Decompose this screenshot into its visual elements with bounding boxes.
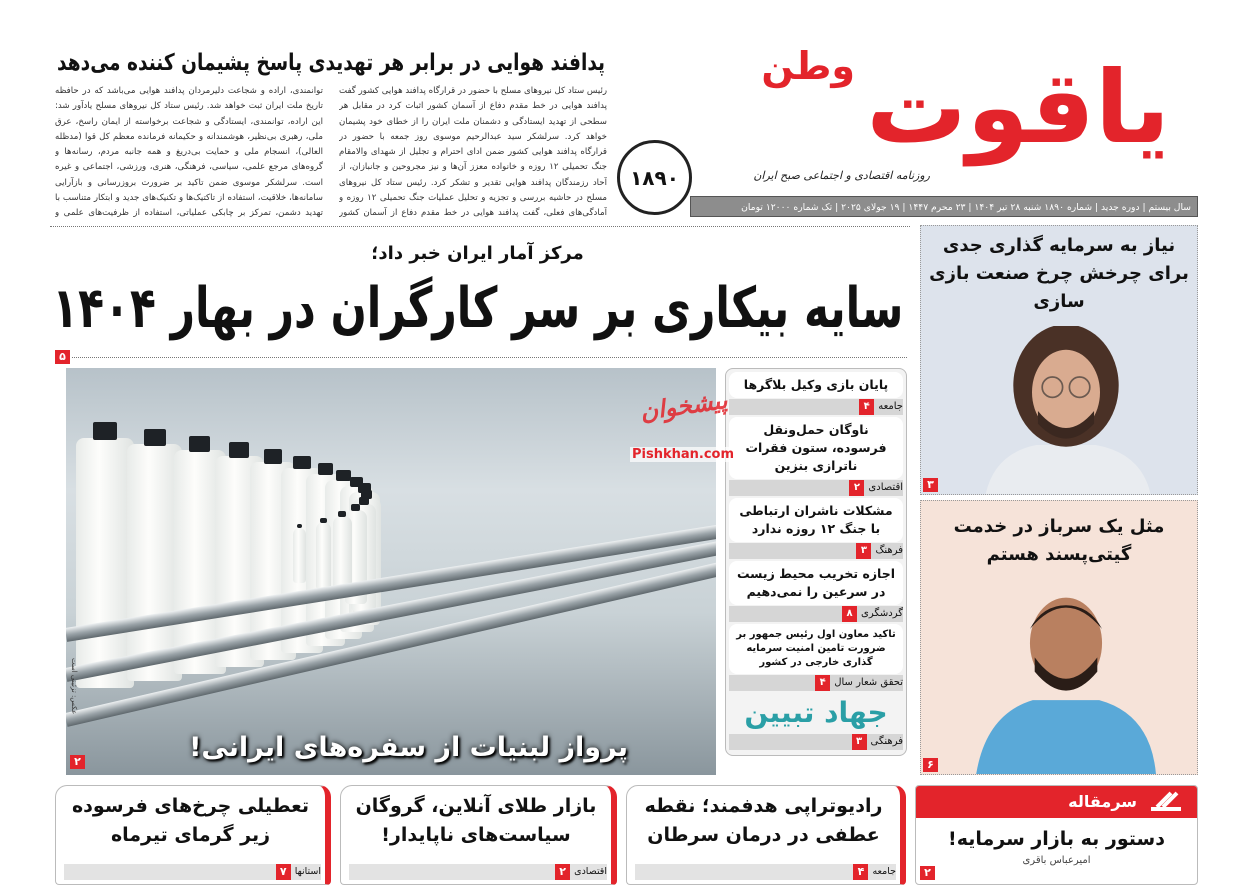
portrait-photo-athlete (971, 591, 1161, 775)
bottle-cap (336, 470, 351, 481)
editorial-header (916, 786, 1197, 818)
milk-bottle (76, 438, 134, 688)
photo-caption[interactable]: پرواز لبنیات از سفره‌های ایرانی! (189, 732, 628, 763)
bottom-story-title: بازار طلای آنلاین، گروگان سیاست‌های ناپایدار! (355, 795, 597, 846)
brief-title: ناوگان حمل‌ونقل فرسوده، ستون فقرات ناترازی بنزین (745, 422, 887, 473)
bottom-story[interactable] (340, 785, 617, 885)
bottle-cap (144, 429, 166, 446)
bottle-cap (338, 511, 346, 517)
editorial-box[interactable] (915, 785, 1198, 885)
bottle-cap (93, 422, 116, 440)
brief-section (729, 543, 903, 559)
page-badge: ۲ (555, 864, 570, 880)
page-badge: ۸ (842, 606, 857, 622)
issue-number-badge: ۱۸۹۰ (617, 140, 692, 215)
page-badge: ۵ (55, 350, 70, 364)
milk-bottle (293, 528, 306, 583)
brief-section (729, 606, 903, 622)
page-badge: ۳ (852, 734, 867, 750)
photo-credit: عکس: تزئینی است (70, 658, 78, 715)
section-label: استانها (294, 866, 321, 877)
brief-section-label: فرهنگ (875, 545, 903, 556)
brief-item[interactable] (729, 498, 903, 542)
page-badge: ۳ (856, 543, 871, 559)
brief-title: مشکلات ناشران ارتباطی با جنگ ۱۲ روزه ندارد (739, 503, 893, 536)
feature-title: نیاز به سرمایه گذاری جدی برای چرخش چرخ صنعت بازی سازی (929, 235, 1189, 312)
brief-title: پایان بازی وکیل بلاگرها (743, 377, 889, 392)
page-badge: ۲ (920, 866, 935, 880)
brief-section (729, 480, 903, 496)
brief-title: تاکید معاون اول رئیس جمهور بر ضرورت تامین امنیت سرمایه گذاری خارجی در کشور (736, 629, 896, 668)
logo-sub-word: وطن (761, 44, 855, 88)
editorial-author: امیرعباس باقری (1022, 855, 1091, 866)
editorial-label: سرمقاله (1068, 792, 1137, 811)
bottle-cap (264, 449, 282, 463)
bottom-story-title: رادیوتراپی هدفمند؛ نقطه عطفی در درمان سرطان (644, 795, 883, 846)
top-article-column-right: رئیس ستاد کل نیروهای مسلح با حضور در قرارگاه پدافند هوایی کشور گفت پدافند هوایی در خط مقدم دفاع از آسمان کشور اثبات کرد در مقابل هر سطحی از تهدید ایستادگی و دشمنان ملت ایران را از خطای خود پشیمان خواهد کرد. سرلشکر سید عبدالرحیم موسوی روز جمعه با حضور در قرارگاه پدافند هوایی کشور ضمن ادای احترام و تجلیل از شهدای والامقام جنگ تحمیلی ۱۲ روزه و خانواده معزز آن‌ها و نیز مجروحین و جانبازان، از آحاد رزمندگان پدافند هوایی تقدیر و تشکر کرد. رئیس ستاد کل نیروهای مسلح در حاشیه بررسی و تجزیه و تحلیل عملیات جنگ تحمیلی ۱۲ روزه و آمادگی‌های فعلی، گفت پدافند هوایی در خط مقدم دفاع از آسمان کشور (339, 86, 607, 219)
bottle-cap (351, 504, 360, 511)
tagline: روزنامه اقتصادی و اجتماعی صبح ایران (753, 169, 930, 182)
brief-section (729, 399, 903, 415)
brief-section-label: فرهنگی (870, 736, 903, 747)
brief-section (729, 675, 903, 691)
brief-item[interactable] (729, 372, 903, 398)
brief-section-label: گردشگری (861, 608, 903, 619)
feature-title: مثل یک سرباز در خدمت گیتی‌پسند هستم (953, 516, 1165, 565)
pen-icon (1147, 791, 1187, 813)
news-briefs-column (725, 368, 907, 756)
brief-section-label: جامعه (878, 401, 903, 412)
top-article (55, 42, 607, 222)
top-article-column-left: توانمندی، اراده و شجاعت دلیرمردان پدافند هوایی می‌باشد که در حافظه تاریخ ملت ایران ثبت خواهد شد. رئیس ستاد کل نیروهای مسلح یادآور شد: این اراده، توانمندی، ایستادگی و شجاعت برخواسته از ایمان راسخ، عرق ملی، رهبری بی‌نظیر، هوشمندانه و حکیمانه فرمانده معظم کل قوا (مدظله العالی)، انسجام ملی و حمایت بی‌دریغ و همه جانبه مردم، رسانه‌ها و گروه‌های مرجع علمی، سیاسی، فرهنگی، هنری، ورزشی، اجتماعی و غیره است. سرلشکر موسوی ضمن تاکید بر ضرورت بروزرسانی و بازآرایی سامانه‌ها، خلاقیت، استفاده از تاکتیک‌ها و تکنیک‌های جدید و ابتکار متناسب با تهدید دشمن، تمرکز بر چابکی عملیاتی، استفاده از ظرفیت‌های علمی و (55, 86, 323, 219)
watermark-url: Pishkhan.com (632, 447, 735, 462)
feature-box-soldier-quote[interactable] (920, 500, 1198, 775)
page-badge: ۴ (853, 864, 868, 880)
page-badge: ۶ (923, 758, 938, 772)
brief-item[interactable] (729, 417, 903, 479)
page-badge: ۷ (276, 864, 291, 880)
lead-headline[interactable] (50, 270, 905, 348)
bottom-story-section (635, 864, 896, 880)
dairy-production-photo[interactable] (66, 368, 716, 775)
divider (50, 226, 910, 227)
brief-title: اجازه تخریب محیط زیست در سرعین را نمی‌دهیم (736, 566, 896, 599)
feature-box-game-industry[interactable] (920, 225, 1198, 495)
divider (72, 357, 907, 358)
fit-wrapper: سایه بیکاری بر سر کارگران در بهار ۱۴۰۴ (52, 276, 903, 341)
brief-item[interactable] (729, 561, 903, 605)
bottle-cap (318, 463, 334, 475)
fit-wrapper: پدافند هوایی در برابر هر تهدیدی پاسخ پشیمان کننده می‌دهد (57, 50, 605, 76)
bottle-cap (189, 436, 210, 452)
issue-info-bar: سال بیستم | دوره جدید | شماره ۱۸۹۰ شنبه ۲۸ تیر ۱۴۰۴ | ۲۳ محرم ۱۴۴۷ | ۱۹ جولای ۲۰۲۵ | تک شماره ۱۲۰۰۰ تومان (690, 196, 1198, 217)
brief-section-label: اقتصادی (868, 482, 903, 493)
lead-kicker: مرکز آمار ایران خبر داد؛ (371, 243, 584, 264)
brief-item[interactable] (729, 624, 903, 674)
top-article-headline[interactable] (55, 48, 607, 78)
bottom-story-section (64, 864, 321, 880)
bottle-cap (293, 456, 310, 469)
watermark-logo: پیشخوان (638, 386, 730, 426)
bottom-story[interactable] (55, 785, 331, 885)
section-label: اقتصادی (574, 866, 607, 877)
bottom-story-section (349, 864, 607, 880)
bottom-story-title: تعطیلی چرخ‌های فرسوده زیر گرمای تیرماه (71, 795, 310, 846)
logo-text: یاقوت (866, 49, 1170, 166)
page-badge: ۲ (849, 480, 864, 496)
bottle-cap (359, 497, 369, 505)
jihad-tabyin-logo[interactable]: جهاد تبیین (744, 696, 888, 729)
bottle-cap (229, 442, 249, 457)
portrait-photo-man-glasses (961, 326, 1171, 495)
section-label: جامعه (872, 866, 896, 877)
page-badge: ۳ (923, 478, 938, 492)
bottle-cap (320, 518, 326, 523)
page-badge: ۲ (70, 755, 85, 769)
brief-section (729, 734, 903, 750)
bottom-story[interactable] (626, 785, 906, 885)
milk-bottle (316, 522, 332, 590)
masthead-logo (720, 40, 1190, 195)
page-badge: ۴ (859, 399, 874, 415)
editorial-title: دستور به بازار سرمایه! (948, 828, 1165, 850)
page-badge: ۴ (815, 675, 830, 691)
brief-section-label: تحقق شعار سال (834, 677, 903, 688)
